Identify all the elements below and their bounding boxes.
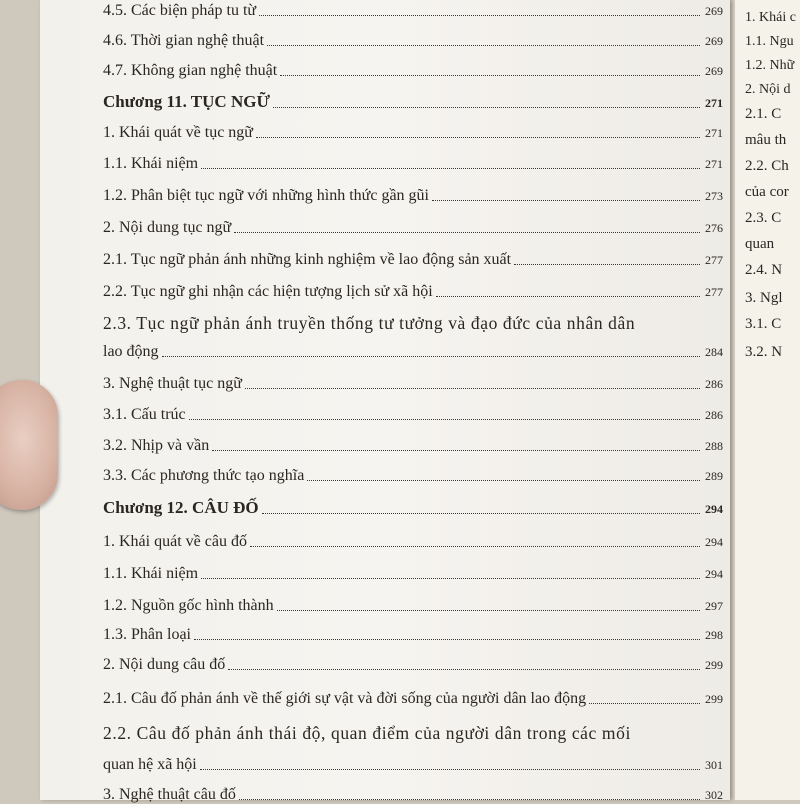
toc-entry-title: 3.2. Nhịp và vần <box>103 437 210 454</box>
facing-page-line: quan <box>745 236 775 252</box>
toc-entry <box>103 786 723 804</box>
toc-entry-title: 4.6. Thời gian nghệ thuật <box>103 32 265 49</box>
dot-leader <box>436 296 700 297</box>
toc-entry-title: 1. Khái quát về tục ngữ <box>103 124 253 141</box>
toc-entry <box>103 343 723 361</box>
dot-leader <box>162 356 700 357</box>
toc-page-number: 269 <box>705 64 723 78</box>
toc-page-number: 302 <box>705 788 723 802</box>
toc-page-number: 294 <box>705 567 723 581</box>
toc-page-number: 284 <box>705 345 723 359</box>
dot-leader <box>201 578 700 579</box>
facing-page-line: 3. Ngl <box>745 290 783 306</box>
dot-leader <box>267 45 700 46</box>
dot-leader <box>250 546 700 547</box>
toc-entry-title: 1.2. Phân biệt tục ngữ với những hình thức gần gũi <box>103 187 429 204</box>
dot-leader <box>259 15 700 16</box>
toc-entry <box>103 565 723 583</box>
toc-page-number: 297 <box>705 599 723 613</box>
toc-entry <box>103 533 723 551</box>
facing-page-line: 2.3. C <box>745 210 782 226</box>
toc-entry <box>103 313 635 334</box>
toc-page-number: 301 <box>705 758 723 772</box>
toc-entry <box>103 437 723 455</box>
dot-leader <box>280 75 700 76</box>
toc-entry <box>103 756 723 774</box>
toc-entry <box>103 62 723 80</box>
toc-page-number: 271 <box>705 126 723 140</box>
dot-leader <box>514 264 700 265</box>
facing-page-line: 3.1. C <box>745 316 782 332</box>
toc-entry-title: Chương 11. TỤC NGỮ <box>103 92 270 111</box>
toc-entry-title: quan hệ xã hội <box>103 756 197 773</box>
toc-page-number: 286 <box>705 408 723 422</box>
toc-entry <box>103 2 723 20</box>
dot-leader <box>307 480 700 481</box>
dot-leader <box>589 703 700 704</box>
toc-chapter-heading <box>103 92 723 112</box>
toc-page-number: 277 <box>705 253 723 267</box>
toc-page-number: 294 <box>705 535 723 549</box>
toc-page-number: 273 <box>705 189 723 203</box>
facing-page-line: 2.4. N <box>745 262 783 278</box>
toc-page-number: 298 <box>705 628 723 642</box>
toc-entry-title: 2.1. Tục ngữ phản ánh những kinh nghiệm về lao động sản xuất <box>103 251 512 268</box>
toc-entry <box>103 406 723 424</box>
toc-page-number: 271 <box>705 96 723 110</box>
toc-entry <box>103 32 723 50</box>
thumb <box>0 380 58 510</box>
toc-entry <box>103 283 723 301</box>
toc-entry <box>103 656 723 674</box>
toc-entry-title: 2.1. Câu đố phản ánh về thế giới sự vật và đời sống của người dân lao động <box>103 690 587 707</box>
facing-page-line: 1. Khái c <box>745 10 796 25</box>
toc-entry <box>103 626 723 644</box>
toc-entry-title: 2. Nội dung câu đố <box>103 656 226 673</box>
toc-page-number: 277 <box>705 285 723 299</box>
dot-leader <box>200 769 700 770</box>
dot-leader <box>189 419 700 420</box>
toc-entry-title: 2.2. Tục ngữ ghi nhận các hiện tượng lịch sử xã hội <box>103 283 433 300</box>
toc-entry-title: 3. Nghệ thuật tục ngữ <box>103 375 242 392</box>
facing-page-line: của cor <box>745 184 789 200</box>
facing-page-line: 2.2. Ch <box>745 158 789 174</box>
dot-leader <box>201 168 700 169</box>
toc-entry <box>103 690 723 708</box>
toc-entry <box>103 597 723 615</box>
toc-entry-title: 1.2. Nguồn gốc hình thành <box>103 597 274 614</box>
dot-leader <box>256 137 700 138</box>
toc-entry-title: 3.1. Cấu trúc <box>103 406 186 423</box>
toc-page-number: 289 <box>705 469 723 483</box>
toc-entry-title: Chương 12. CÂU ĐỐ <box>103 498 259 517</box>
toc-entry-title: 1.3. Phân loại <box>103 626 191 643</box>
toc-entry-title: 2.2. Câu đố phản ánh thái độ, quan điểm của người dân trong các mối <box>103 723 631 743</box>
toc-entry <box>103 723 631 744</box>
toc-entry-title: 3.3. Các phương thức tạo nghĩa <box>103 467 305 484</box>
dot-leader <box>277 610 700 611</box>
toc-entry-title: 2.3. Tục ngữ phản ánh truyền thống tư tưởng và đạo đức của nhân dân <box>103 313 636 333</box>
toc-page-number: 288 <box>705 439 723 453</box>
toc-entry-title: lao động <box>103 343 159 360</box>
dot-leader <box>228 669 700 670</box>
toc-entry-title: 1.1. Khái niệm <box>103 155 199 172</box>
book-page <box>40 0 730 800</box>
toc-entry-title: 4.7. Không gian nghệ thuật <box>103 62 278 79</box>
toc-entry-title: 1.1. Khái niệm <box>103 565 199 582</box>
dot-leader <box>273 107 700 108</box>
dot-leader <box>245 388 700 389</box>
toc-entry <box>103 155 723 173</box>
toc-entry <box>103 251 723 269</box>
toc-page-number: 299 <box>705 658 723 672</box>
dot-leader <box>234 232 700 233</box>
facing-page-line: mâu th <box>745 132 787 148</box>
facing-page-line: 3.2. N <box>745 344 783 360</box>
facing-page-line: 1.2. Nhữ <box>745 58 795 73</box>
facing-page-line: 2. Nội d <box>745 82 791 97</box>
toc-page-number: 294 <box>705 502 723 516</box>
toc-page-number: 299 <box>705 692 723 706</box>
toc-page-number: 276 <box>705 221 723 235</box>
toc-entry-title: 2. Nội dung tục ngữ <box>103 219 232 236</box>
facing-page-line: 2.1. C <box>745 106 782 122</box>
toc-entry <box>103 219 723 237</box>
toc-page-number: 269 <box>705 4 723 18</box>
toc-entry-title: 1. Khái quát về câu đố <box>103 533 247 550</box>
dot-leader <box>262 513 700 514</box>
toc-entry <box>103 467 723 485</box>
toc-page-number: 286 <box>705 377 723 391</box>
toc-page-number: 271 <box>705 157 723 171</box>
toc-entry <box>103 187 723 205</box>
toc-page-number: 269 <box>705 34 723 48</box>
dot-leader <box>212 450 700 451</box>
facing-page-line: 1.1. Ngu <box>745 34 794 49</box>
toc-entry-title: 3. Nghệ thuật câu đố <box>103 786 236 803</box>
dot-leader <box>194 639 700 640</box>
toc-entry <box>103 124 723 142</box>
toc-entry <box>103 375 723 393</box>
toc-chapter-heading <box>103 498 723 518</box>
dot-leader <box>432 200 700 201</box>
toc-entry-title: 4.5. Các biện pháp tu từ <box>103 2 257 19</box>
